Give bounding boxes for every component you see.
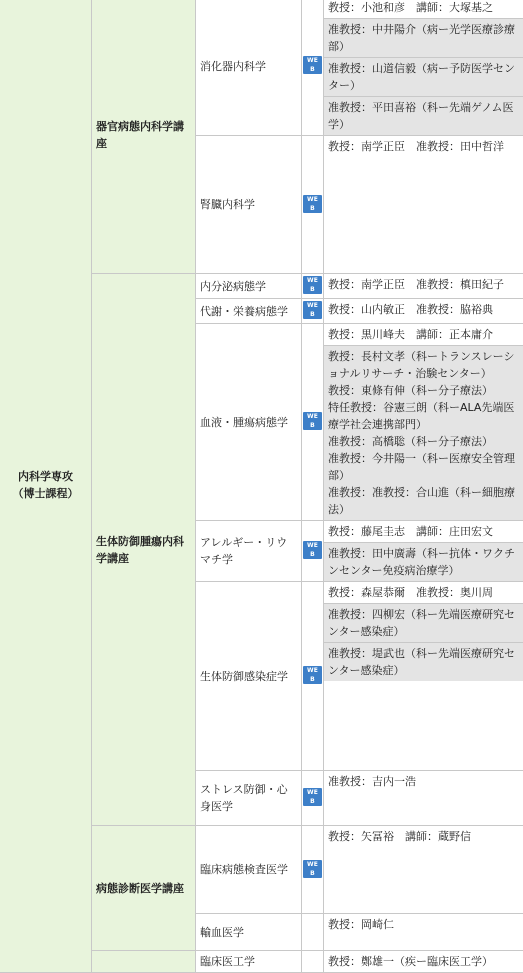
faculty-line: 教授：南学正臣 准教授：田中哲洋: [324, 136, 523, 157]
web-cell: [302, 274, 324, 299]
course-name: 生体防御腫瘍内科 学講座: [92, 274, 196, 826]
faculty-line: 准教授：四柳宏（科ー先端医療研究センター感染症）: [324, 603, 523, 642]
faculty-line: 教授：長村文孝（科ートランスレーショナルリサーチ・治験センター） 教授：東條有伸（科ー分子療法） 特任教授：谷憲三朗（科ーALA先端医療学社会連携部門） 准教授：高橋聡（科ー分子療法） 准教授：今井陽一（科ー医療安全管理部） 准教授：准教授：合山進（科ー細胞療法）: [324, 345, 523, 520]
faculty-line: 准教授：中井陽介（病ー光学医療診療部）: [324, 18, 523, 57]
web-cell: [302, 826, 324, 914]
faculty-line: 准教授：平田喜裕（科ー先端ゲノム医学）: [324, 96, 523, 135]
faculty-cell: [324, 826, 523, 914]
web-cell: [302, 914, 324, 951]
subject-name: 腎臓内科学: [196, 136, 302, 274]
faculty-cell: [324, 299, 523, 324]
faculty-line: 教授：鄭雄一（疾ー臨床医工学）: [324, 951, 523, 972]
faculty-line: 教授：黒川峰夫 講師：正本庸介: [324, 324, 523, 345]
faculty-cell: [324, 582, 523, 771]
web-link-badge[interactable]: WEB: [303, 301, 322, 319]
faculty-line: 教授：山内敏正 准教授：脇裕典: [324, 299, 523, 320]
faculty-cell: [324, 136, 523, 274]
subject-name: アレルギー・リウマチ学: [196, 521, 302, 582]
subject-name: 消化器内科学: [196, 0, 302, 136]
course-name: 器官病態内科学講 座: [92, 0, 196, 274]
subject-name: 代謝・栄養病態学: [196, 299, 302, 324]
faculty-cell: [324, 521, 523, 582]
major-name: 内科学専攻 （博士課程）: [0, 0, 92, 973]
faculty-line: 教授：南学正臣 准教授：槙田紀子: [324, 274, 523, 295]
subject-name: ストレス防御・心身医学: [196, 771, 302, 826]
course-name: [92, 951, 196, 973]
course-name: 病態診断医学講座: [92, 826, 196, 951]
web-link-badge[interactable]: WEB: [303, 541, 322, 559]
faculty-line: 准教授：堤武也（科ー先端医療研究センター感染症）: [324, 642, 523, 681]
faculty-line: 教授：矢冨裕 講師：蔵野信: [324, 826, 523, 847]
table-row: [0, 0, 523, 136]
web-cell: [302, 299, 324, 324]
web-cell: [302, 521, 324, 582]
faculty-cell: [324, 324, 523, 521]
web-cell: [302, 324, 324, 521]
faculty-line: 教授：小池和彦 講師：大塚基之: [324, 0, 523, 18]
web-cell: [302, 136, 324, 274]
web-link-badge[interactable]: WEB: [303, 412, 322, 430]
web-cell: [302, 0, 324, 136]
subject-name: 血液・腫瘍病態学: [196, 324, 302, 521]
subject-name: 輸血医学: [196, 914, 302, 951]
web-cell: [302, 951, 324, 973]
faculty-line: 教授：森屋恭爾 准教授：奥川周: [324, 582, 523, 603]
faculty-line: 准教授：吉内一浩: [324, 771, 523, 792]
web-link-badge[interactable]: WEB: [303, 195, 322, 213]
subject-name: 臨床病態検査医学: [196, 826, 302, 914]
web-cell: [302, 771, 324, 826]
faculty-cell: [324, 274, 523, 299]
faculty-line: 教授：藤尾圭志 講師：庄田宏文: [324, 521, 523, 542]
faculty-cell: [324, 771, 523, 826]
faculty-cell: [324, 914, 523, 951]
web-link-badge[interactable]: WEB: [303, 56, 322, 74]
web-link-badge[interactable]: WEB: [303, 666, 322, 684]
web-link-badge[interactable]: WEB: [303, 276, 322, 294]
faculty-cell: [324, 951, 523, 973]
subject-name: 生体防御感染症学: [196, 582, 302, 771]
web-link-badge[interactable]: WEB: [303, 788, 322, 806]
subject-name: 内分泌病態学: [196, 274, 302, 299]
subject-name: 臨床医工学: [196, 951, 302, 973]
web-cell: [302, 582, 324, 771]
faculty-line: 准教授：山道信毅（病ー予防医学センター）: [324, 57, 523, 96]
faculty-line: 教授：岡崎仁: [324, 914, 523, 935]
faculty-line: 准教授：田中廣壽（科ー抗体・ワクチンセンター免疫病治療学）: [324, 542, 523, 581]
faculty-cell: [324, 0, 523, 136]
web-link-badge[interactable]: WEB: [303, 860, 322, 878]
